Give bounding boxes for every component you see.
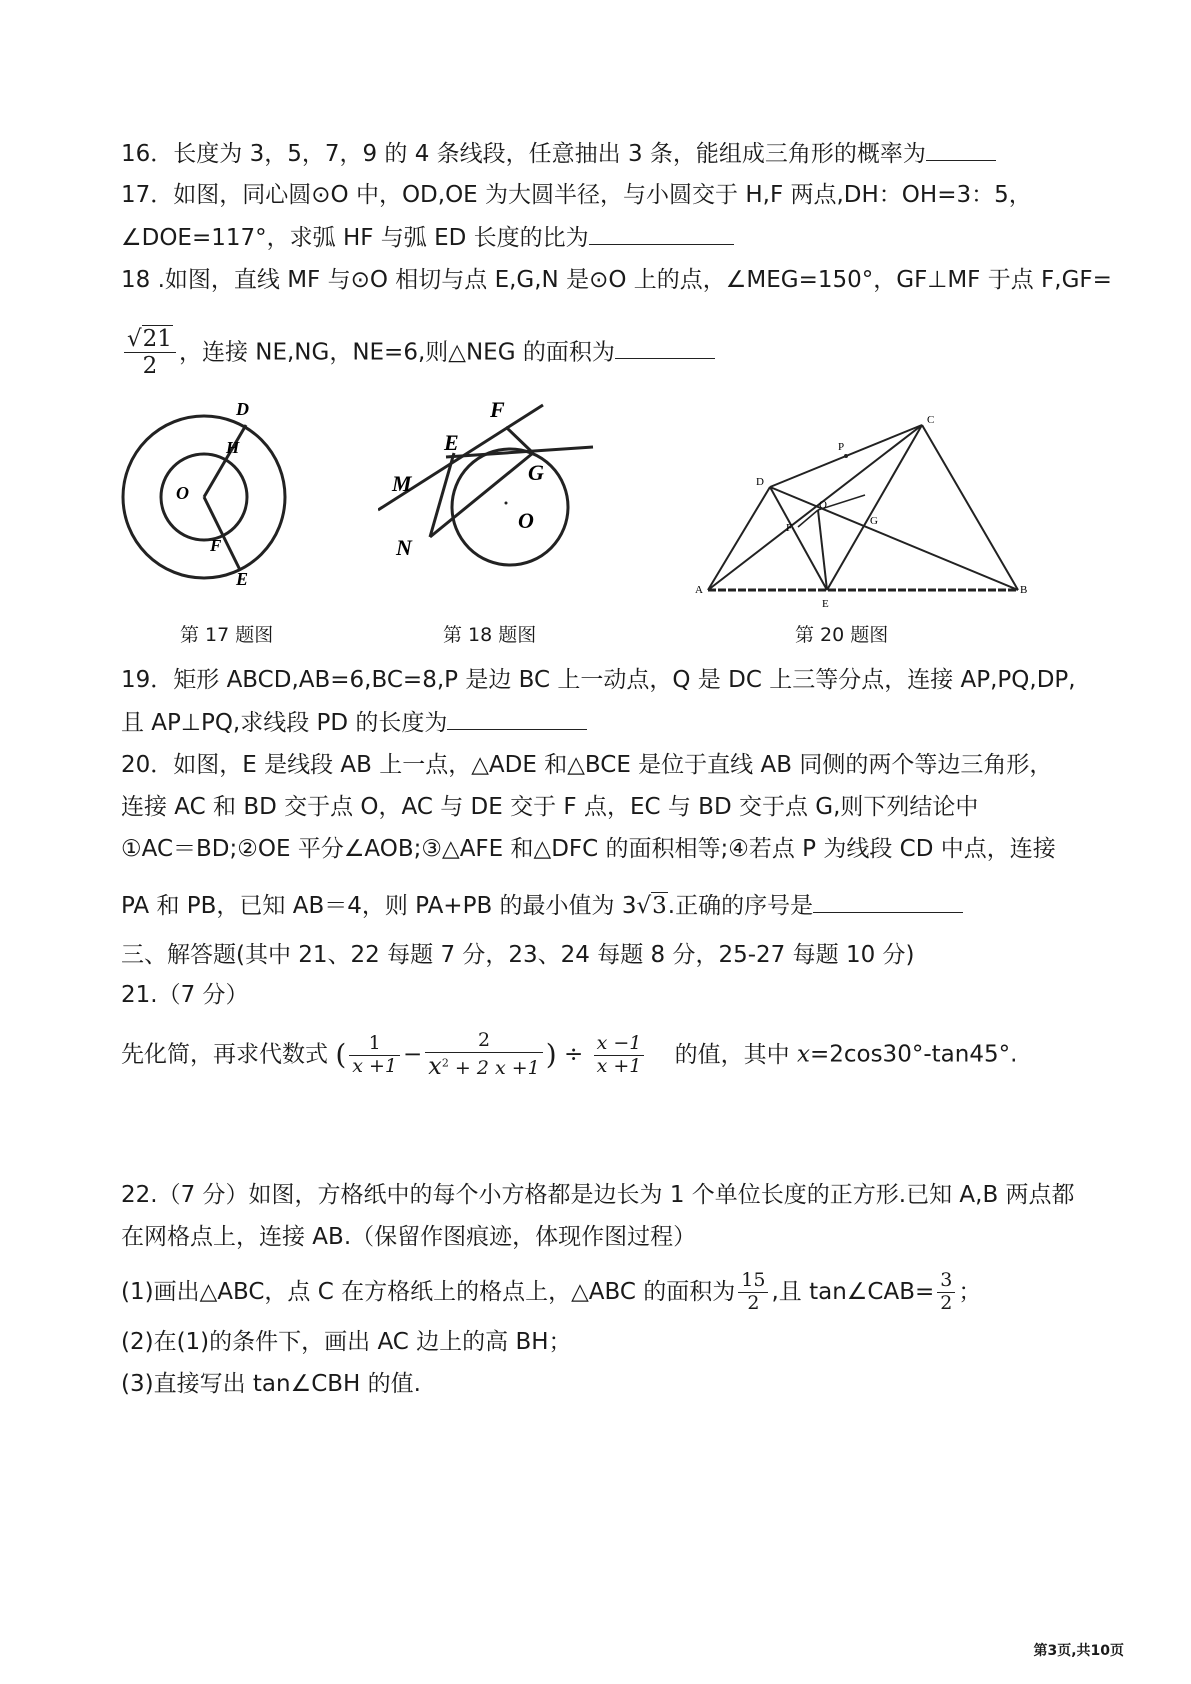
- figure-18-caption: 第 18 题图: [443, 624, 537, 646]
- question-22-part2: (2)在(1)的条件下，画出 AC 边上的高 BH；: [121, 1329, 572, 1355]
- label-e: E: [822, 598, 829, 610]
- fraction-denominator: 2: [747, 1291, 760, 1314]
- radius-od: [204, 425, 246, 497]
- fraction-denominator: 2: [142, 353, 158, 380]
- q22-part1-text: (1)画出△ABC，点 C 在方格纸上的格点上，△ABC 的面积为: [121, 1278, 736, 1305]
- question-18-line2: [121, 326, 715, 380]
- label-g: G: [870, 515, 878, 527]
- f2-den-x: x: [428, 1051, 442, 1080]
- f3-denominator: x +1: [596, 1054, 642, 1077]
- fraction-1: [349, 1033, 400, 1078]
- question-22-part1: [121, 1270, 981, 1315]
- fraction-2: [425, 1030, 542, 1080]
- label-g: G: [528, 460, 544, 485]
- segment-cb: [922, 425, 1018, 590]
- q20-line4-text: PA 和 PB，已知 AB＝4，则 PA+PB 的最小值为 3: [121, 893, 637, 919]
- question-20-line1: 20．如图，E 是线段 AB 上一点，△ADE 和△BCE 是位于直线 AB 同侧的两个等边三角形，: [121, 752, 1053, 778]
- sqrt-3: √3: [636, 893, 667, 919]
- figure-20-caption: 第 20 题图: [795, 624, 889, 646]
- variable-x: x: [796, 1041, 810, 1068]
- center-dot: [505, 502, 508, 505]
- f2-den-exponent: 2: [441, 1056, 449, 1070]
- q16-text: 16．长度为 3，5，7，9 的 4 条线段，任意抽出 3 条，能组成三角形的概率为: [121, 141, 926, 167]
- f2-numerator: 2: [425, 1030, 542, 1053]
- question-19-line1: 19．矩形 ABCD,AB=6,BC=8,P 是边 BC 上一动点，Q 是 DC 上三等分点，连接 AP,PQ,DP,: [121, 667, 1076, 693]
- segment-ad: [708, 487, 770, 590]
- figure-20-equilateral-triangles: [690, 410, 1030, 610]
- figure-17-caption: 第 17 题图: [180, 624, 274, 646]
- answer-blank: [615, 336, 715, 359]
- label-b: B: [1020, 584, 1028, 596]
- label-p: P: [838, 441, 845, 453]
- question-22-line1: 22.（7 分）如图，方格纸中的每个小方格都是边长为 1 个单位长度的正方形.已知 A,B 两点都: [121, 1182, 1075, 1208]
- question-21-expression: [121, 1030, 1017, 1080]
- answer-blank: [589, 222, 734, 245]
- segment-ac: [708, 425, 922, 590]
- label-n: N: [396, 535, 412, 560]
- q19-line2-text: 且 AP⊥PQ,求线段 PD 的长度为: [121, 710, 448, 736]
- question-20-line4: [121, 890, 963, 921]
- fraction-numerator: 15: [738, 1270, 768, 1293]
- question-20-line3: ①AC＝BD;②OE 平分∠AOB;③△AFE 和△DFC 的面积相等;④若点 P 为线段 CD 中点，连接: [121, 836, 1056, 862]
- question-21-heading: 21.（7 分）: [121, 982, 249, 1008]
- q17-line2-text: ∠DOE=117°，求弧 HF 与弧 ED 长度的比为: [121, 225, 589, 251]
- q22-part1-text-c: ；: [958, 1278, 982, 1305]
- fraction-3-over-2: [937, 1270, 955, 1315]
- right-paren: ): [545, 1038, 557, 1072]
- label-h: H: [226, 438, 240, 457]
- divide-sign: ÷: [563, 1041, 584, 1068]
- sqrt-radicand: 3: [652, 893, 667, 919]
- question-22-line2: 在网格点上，连接 AB.（保留作图痕迹，体现作图过程）: [121, 1224, 697, 1250]
- answer-blank: [926, 138, 996, 161]
- label-d: D: [756, 476, 764, 488]
- q21-suffix-b: =2cos30°-tan45°.: [809, 1041, 1018, 1068]
- question-17-line2: [121, 222, 734, 253]
- f3-numerator: x −1: [594, 1033, 645, 1056]
- page-number: 第3页,共10页: [1033, 1643, 1124, 1659]
- answer-blank: [813, 890, 963, 913]
- circle-o: [452, 449, 568, 565]
- segment-db: [770, 487, 1018, 590]
- figure-17-concentric-circles: [118, 395, 288, 595]
- minus-sign: −: [403, 1041, 423, 1068]
- label-e: E: [236, 569, 249, 589]
- fraction-numerator: 3: [937, 1270, 955, 1293]
- question-18-line1: 18 .如图，直线 MF 与⊙O 相切与点 E,G,N 是⊙O 上的点，∠MEG=150°，GF⊥MF 于点 F,GF=: [121, 267, 1112, 293]
- section-3-title: 三、解答题(其中 21、22 每题 7 分，23、24 每题 8 分，25-27 每题 10 分): [121, 942, 915, 968]
- label-o: O: [518, 508, 534, 533]
- question-17-line1: 17．如图，同心圆⊙O 中，OD,OE 为大圆半径，与小圆交于 H,F 两点,DH：OH=3：5，: [121, 182, 1032, 208]
- fraction-denominator: 2: [940, 1291, 953, 1314]
- f1-denominator: x +1: [352, 1054, 398, 1077]
- label-m: M: [392, 471, 412, 496]
- q21-prefix: 先化简，再求代数式: [121, 1041, 328, 1068]
- label-e: E: [444, 430, 459, 455]
- question-20-line2: 连接 AC 和 BD 交于点 O，AC 与 DE 交于 F 点，EC 与 BD 交于点 G,则下列结论中: [121, 794, 979, 820]
- q22-part1-text-b: ,且 tan∠CAB=: [771, 1278, 935, 1305]
- q18-line2-text: ，连接 NE,NG，NE=6,则△NEG 的面积为: [178, 339, 615, 366]
- radius-oe: [204, 497, 240, 570]
- f1-numerator: 1: [349, 1033, 400, 1056]
- q21-suffix: 的值，其中: [674, 1041, 790, 1068]
- question-16: [121, 138, 996, 169]
- sqrt-radicand: 21: [142, 326, 172, 352]
- left-paren: (: [335, 1038, 347, 1072]
- f2-denominator: [425, 1053, 542, 1081]
- fraction-3: [594, 1033, 645, 1078]
- label-o: O: [176, 483, 189, 503]
- label-a: A: [695, 584, 703, 596]
- label-f: F: [786, 522, 793, 534]
- fraction-sqrt21-over-2: $\frac{√21}{2}$: [124, 326, 176, 380]
- f2-den-rest: + 2 x +1: [448, 1056, 540, 1079]
- label-d: D: [236, 399, 249, 419]
- label-f: F: [490, 397, 505, 422]
- answer-blank: [447, 707, 587, 730]
- point-p: [844, 454, 848, 458]
- label-c: C: [927, 414, 935, 426]
- q20-line4-text-b: .正确的序号是: [667, 893, 814, 919]
- question-19-line2: [121, 707, 587, 738]
- label-o: O: [819, 499, 827, 511]
- figure-18-tangent-circle: [378, 395, 608, 605]
- label-f: F: [210, 536, 222, 555]
- segment-en: [430, 453, 454, 537]
- question-22-part3: (3)直接写出 tan∠CBH 的值.: [121, 1371, 421, 1397]
- fraction-15-over-2: [738, 1270, 768, 1315]
